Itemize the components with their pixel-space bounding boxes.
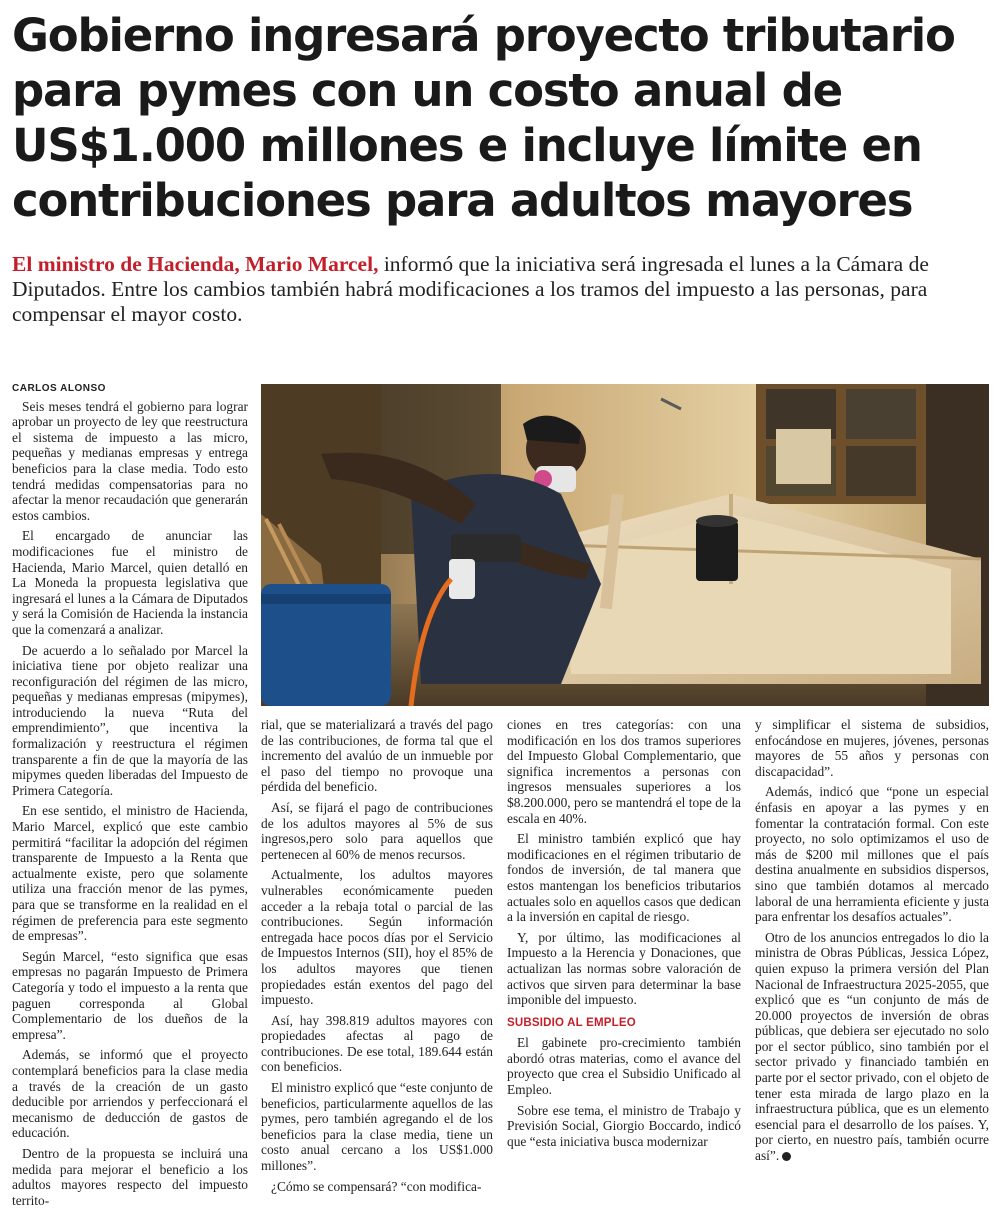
paragraph: Sobre ese tema, el ministro de Trabajo y Previsión Social, Giorgio Boccardo, indicó que “esta iniciativa busca modernizar — [507, 1102, 741, 1149]
paragraph: Así, hay 398.819 adultos mayores con propiedades afectas al pago de contribuciones. De ese total, 189.644 están con beneficios. — [261, 1012, 493, 1075]
paragraph: rial, que se materializará a través del pago de las contribuciones, de forma tal que el incremento del avalúo de un inmueble por el paso del tiempo no provoque una pérdida del beneficio. — [261, 717, 493, 795]
headline — [12, 8, 992, 228]
column-2 — [261, 717, 493, 1199]
end-mark-icon — [782, 1152, 791, 1161]
paragraph — [755, 930, 989, 1164]
paragraph: El gabinete pro-crecimiento también abordó otras materias, como el avance del proyecto que crea el Subsidio Unificado al Empleo. — [507, 1035, 741, 1098]
column-4 — [755, 717, 989, 1169]
paragraph: Seis meses tendrá el gobierno para lograr aprobar un proyecto de ley que reestructura el sistema de impuesto a las micro, pequeñas y medianas empresas y entrega beneficios para la clase media. Todo esto tendrá medidas compensatorias para no afectar la menor recaudación que generarán estos cambios. — [12, 398, 248, 523]
dek-rest: informó que la iniciativa será ingresada el lunes a la Cámara de Diputados. Entre los cambios también habrá modificaciones a los tramos del impuesto a las personas, para compensar el mayor costo. — [12, 252, 929, 326]
paragraph: El ministro explicó que “este conjunto de beneficios, particularmente aquellos de las pymes, pero también agregando el de los beneficios para la clase media, tiene un costo anual cercano a los US$1.000 millones”. — [261, 1080, 493, 1174]
paragraph: ciones en tres categorías: con una modificación en los dos tramos superiores del Impuesto Global Complementario, que significa incrementos a personas con ingresos mensuales superiores a los $8.200.000, pero se mantendrá el tope de la escala en 40%. — [507, 717, 741, 826]
byline: CARLOS ALONSO — [12, 383, 106, 394]
headline-line: US$1.000 millones e incluye límite en — [12, 119, 922, 172]
paragraph: El encargado de anunciar las modificaciones fue el ministro de Hacienda, Mario Marcel, quien detalló en La Moneda la propuesta legislativa que ingresará el lunes a la Cámara de Diputados y será la Comisión de Hacienda la instancia que la comenzará a analizar. — [12, 528, 248, 637]
paragraph: y simplificar el sistema de subsidios, enfocándose en mujeres, jóvenes, personas mayores de 55 años y personas con discapacidad”. — [755, 717, 989, 779]
paragraph: El ministro también explicó que hay modificaciones en el régimen tributario de fondos de inversión, de tal manera que estos mantengan los beneficios tributarios actuales solo en aquellos casos que dedican a la inversión en capital de riesgo. — [507, 831, 741, 925]
photo-illustration — [261, 384, 989, 706]
article-photo — [261, 384, 989, 706]
paragraph: ¿Cómo se compensará? “con modifica- — [271, 1178, 482, 1194]
paragraph: De acuerdo a lo señalado por Marcel la iniciativa tiene por objeto realizar una reconfiguración del régimen de las micro, pequeñas y medianas empresas (mipymes), introduciendo la nueva “Ruta del emprendimiento”, que incentiva la formalización y reestructura el régimen transparente a fin de que la mayoría de las mipymes queden liberadas del Impuesto de Primera Categoría. — [12, 642, 248, 798]
headline-line: para pymes con un costo anual de — [12, 64, 842, 117]
paragraph: Según Marcel, “esto significa que esas empresas no pagarán Impuesto de Primera Categoría y todo el impuesto a la renta que paguen corresponda al Global Complementario de los dueños de la empresa”. — [12, 948, 248, 1042]
paragraph: Dentro de la propuesta se incluirá una medida para mejorar el beneficio a los adultos mayores respecto del impuesto territo- — [12, 1145, 248, 1208]
column-3 — [507, 717, 741, 1154]
paragraph: Actualmente, los adultos mayores vulnerables económicamente pueden acceder a la rebaja total o parcial de las contribuciones. Según información entregada hace pocos días por el Servicio de Impuestos Internos (SII), hoy el 85% de los adultos mayores que tienen propiedades están exentos del pago del impuesto. — [261, 867, 493, 1008]
paragraph: En ese sentido, el ministro de Hacienda, Mario Marcel, explicó que este cambio permitirá “facilitar la adopción del régimen transparente de Impuesto a la Renta que actualmente existe, pero que solamente utiliza una fracción menor de las pymes, para que se transforme en la realidad en el régimen de preferencia para este segmento de empresas”. — [12, 803, 248, 944]
subhead: SUBSIDIO AL EMPLEO — [507, 1016, 636, 1029]
dek — [12, 252, 990, 327]
paragraph: Además, se informó que el proyecto contemplará beneficios para la clase media a través de la creación de un gasto deducible por arriendos y perfeccionará el mecanismo de deducción de gastos de educación. — [12, 1047, 248, 1141]
dek-lead: El ministro de Hacienda, Mario Marcel, — [12, 252, 379, 276]
paragraph: Y, por último, las modificaciones al Impuesto a la Herencia y Donaciones, que actualizan las normas sobre valoración de activos que sirven para determinar la base imponible del impuesto. — [507, 929, 741, 1008]
paragraph: Así, se fijará el pago de contribuciones de los adultos mayores al 5% de sus ingresos,pero solo para aquellos que pertenecen al 60% de menos recursos. — [261, 799, 493, 862]
column-1 — [12, 381, 248, 1213]
paragraph-text: Otro de los anuncios entregados lo dio la ministra de Obras Públicas, Jessica López, quien expuso la primera versión del Plan Nacional de Infraestructura 2025-2055, que explicó que es “un conjunto de más de 20.000 proyectos de inversión de obras públicas, que debiera ser ejecutado no solo por el sector público, sino también por el sector privado y financiado también en parte por el sector privado, con el objeto de tener esta mirada de largo plazo en la infraestructura pública, que es un elemento esencial para el desarrollo de los países. Y, por cierto, en nuestro país, también ocurre así”. — [755, 929, 989, 1164]
paragraph: Además, indicó que “pone un especial énfasis en apoyar a las pymes y en fomentar la contratación formal. Con este proyecto, no solo optimizamos el uso de más de $200 mil millones que el país destina anualmente en subsidios dispersos, sino que también dotamos al mercado laboral de una herramienta eficiente y justa para enfrentar los desafíos actuales”. — [755, 784, 989, 925]
headline-line: Gobierno ingresará proyecto tributario — [12, 9, 955, 62]
headline-line: contribuciones para adultos mayores — [12, 174, 913, 227]
